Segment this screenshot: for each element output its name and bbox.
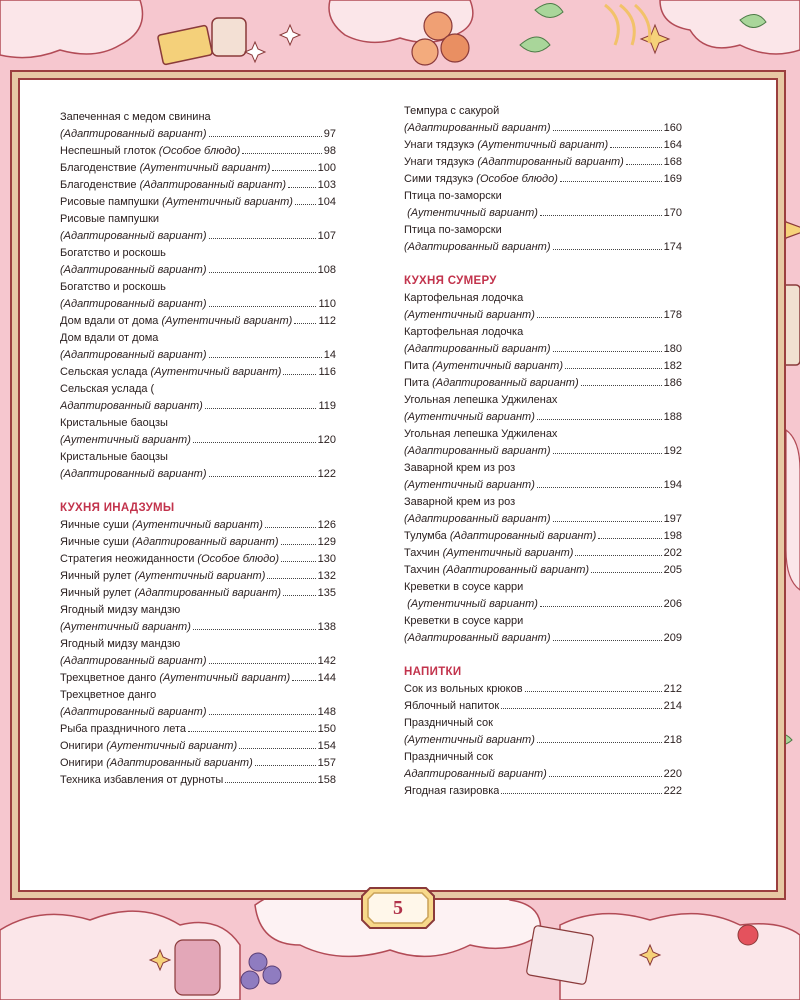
toc-entry	[404, 205, 682, 222]
toc-entry-title: Заварной крем из роз	[404, 462, 516, 474]
toc-entry	[60, 432, 336, 449]
dot-leader	[553, 640, 662, 641]
toc-page-number: 197	[663, 513, 682, 525]
toc-page-number: 100	[317, 162, 336, 174]
toc-entry	[404, 732, 682, 749]
toc-entry-variant: (Адаптированный вариант)	[404, 445, 551, 457]
toc-entry	[60, 126, 336, 143]
toc-page-number: 14	[323, 349, 336, 361]
dot-leader	[209, 714, 316, 715]
star-decoration	[641, 25, 669, 53]
toc-page-number: 174	[663, 241, 682, 253]
leaf-decoration	[520, 37, 550, 52]
toc-entry	[404, 596, 682, 613]
leaf-decoration	[535, 3, 563, 17]
dot-leader	[537, 742, 662, 743]
toc-page-number: 168	[663, 156, 682, 168]
dot-leader	[281, 544, 316, 545]
toc-entry-variant: (Аутентичный вариант)	[106, 740, 238, 752]
fruit-decoration	[441, 34, 469, 62]
dot-leader	[560, 181, 662, 182]
toc-entry-title: Ягодный мидзу мандзю	[60, 604, 181, 616]
toc-page-number: 98	[323, 145, 336, 157]
toc-entry-variant: (Аутентичный вариант)	[432, 360, 563, 372]
toc-page-number: 182	[663, 360, 682, 372]
toc-entry-variant: (Аутентичный вариант)	[404, 734, 535, 746]
toc-page-number: 144	[317, 672, 336, 684]
toc-entry-variant: (Особое блюдо)	[197, 553, 280, 565]
cloud-decoration	[560, 914, 800, 1000]
toc-entry	[60, 143, 336, 160]
toc-entry-variant: (Адаптированный вариант)	[449, 530, 597, 542]
dot-leader	[209, 238, 316, 239]
dot-leader	[537, 487, 662, 488]
toc-entry-title: Сельская услада (	[60, 383, 155, 395]
toc-page-number: 202	[663, 547, 682, 559]
toc-page-number: 110	[318, 298, 336, 310]
dot-leader	[188, 731, 316, 732]
toc-entry	[60, 755, 336, 772]
toc-page-number: 170	[663, 207, 682, 219]
dot-leader	[193, 442, 316, 443]
toc-entry	[404, 239, 682, 256]
toc-entry-variant: (Аутентичный вариант)	[60, 434, 191, 446]
star-decoration	[280, 25, 300, 45]
toc-entry-text: Тахчин	[404, 547, 443, 559]
toc-page-number: 112	[318, 315, 336, 327]
toc-entry-variant: (Адаптированный вариант)	[432, 377, 579, 389]
dot-leader	[553, 130, 662, 131]
dot-leader	[281, 561, 316, 562]
toc-entry-text: Яблочный напиток	[404, 700, 500, 712]
dot-leader	[553, 453, 662, 454]
toc-entry	[60, 568, 336, 585]
toc-entry	[60, 262, 336, 279]
dot-leader	[267, 578, 315, 579]
toc-entry-variant: (Адаптированный вариант)	[60, 468, 207, 480]
dot-leader	[598, 538, 661, 539]
toc-entry-text: Пита	[404, 360, 433, 372]
toc-left-column	[60, 109, 336, 789]
toc-entry	[404, 545, 682, 562]
toc-entry-text: Трехцветное данго	[60, 672, 160, 684]
toc-entry-title: Богатство и роскошь	[60, 247, 166, 259]
dot-leader	[272, 170, 315, 171]
dot-leader	[193, 629, 316, 630]
toc-entry-title: Креветки в соусе карри	[404, 615, 524, 627]
toc-page-number: 104	[317, 196, 336, 208]
toc-entry-text: Унаги тядзукэ	[404, 139, 478, 151]
jar-decoration	[175, 940, 220, 995]
toc-page-number: 186	[663, 377, 682, 389]
toc-entry-variant: (Особое блюдо)	[476, 173, 558, 185]
toc-entry	[404, 562, 682, 579]
toc-entry	[60, 194, 336, 211]
dot-leader	[225, 782, 315, 783]
toc-page-number: 138	[317, 621, 336, 633]
toc-page-number: 205	[663, 564, 682, 576]
toc-entry-variant: (Аутентичный вариант)	[60, 621, 191, 633]
section-heading: КУХНЯ ИНАДЗУМЫ	[60, 502, 175, 514]
grape-decoration	[249, 953, 267, 971]
section-heading: НАПИТКИ	[404, 666, 462, 678]
toc-entry-variant: (Аутентичный вариант)	[442, 547, 574, 559]
toc-page-number: 198	[663, 530, 682, 542]
toc-entry	[60, 721, 336, 738]
toc-page-number: 218	[663, 734, 682, 746]
toc-entry	[60, 772, 336, 789]
toc-entry-text: Онигири	[60, 757, 107, 769]
toc-entry-variant: (Адаптированный вариант)	[477, 156, 624, 168]
toc-page-number: 108	[317, 264, 336, 276]
toc-entry	[60, 738, 336, 755]
dot-leader	[537, 419, 662, 420]
fruit-decoration	[412, 39, 438, 65]
toc-entry-text: Тахчин	[404, 564, 443, 576]
toc-entry-variant: (Адаптированный вариант)	[139, 179, 287, 191]
dot-leader	[242, 153, 321, 154]
dot-leader	[525, 691, 662, 692]
toc-entry-variant: Адаптированный вариант)	[60, 400, 203, 412]
dot-leader	[537, 317, 662, 318]
toc-page-number: 178	[663, 309, 682, 321]
page-number-badge	[356, 880, 440, 936]
dot-leader	[610, 147, 661, 148]
dot-leader	[591, 572, 662, 573]
toc-page-number: 212	[663, 683, 682, 695]
toc-entry-text: Стратегия неожиданности	[60, 553, 198, 565]
toc-entry-title: Рисовые пампушки	[60, 213, 160, 225]
dot-leader	[288, 187, 316, 188]
page-number: 5	[393, 896, 403, 919]
toc-entry-variant: (Аутентичный вариант)	[132, 519, 263, 531]
toc-page-number: 126	[317, 519, 336, 531]
toc-entry	[60, 653, 336, 670]
toc-page-number: 154	[317, 740, 336, 752]
toc-page-number: 169	[663, 173, 682, 185]
toc-entry-text: Дом вдали от дома	[60, 315, 162, 327]
toc-page-number: 214	[663, 700, 682, 712]
toc-entry-text: Рисовые пампушки	[60, 196, 163, 208]
toc-page-number: 135	[317, 587, 336, 599]
toc-entry-title: Картофельная лодочка	[404, 326, 524, 338]
dot-leader	[209, 357, 322, 358]
toc-entry-variant: (Адаптированный вариант)	[442, 564, 590, 576]
dot-leader	[540, 606, 662, 607]
toc-entry	[60, 466, 336, 483]
toc-page-number: 164	[663, 139, 682, 151]
cloud-decoration	[660, 0, 800, 54]
toc-page-number: 116	[318, 366, 336, 378]
toc-entry	[60, 585, 336, 602]
toc-entry	[404, 341, 682, 358]
toc-entry-variant: (Адаптированный вариант)	[60, 230, 207, 242]
grape-decoration	[263, 966, 281, 984]
star-decoration	[245, 42, 265, 62]
cloud-decoration	[0, 0, 143, 58]
toc-entry-text: Онигири	[60, 740, 107, 752]
toc-entry	[60, 704, 336, 721]
toc-entry	[404, 358, 682, 375]
toc-entry-variant: (Адаптированный вариант)	[404, 122, 551, 134]
toc-page-number: 158	[317, 774, 336, 786]
dot-leader	[581, 385, 662, 386]
dot-leader	[295, 204, 316, 205]
toc-entry-variant: (Аутентичный вариант)	[407, 207, 538, 219]
dot-leader	[553, 351, 662, 352]
dot-leader	[239, 748, 316, 749]
toc-entry-text: Сок из вольных крюков	[404, 683, 523, 695]
toc-entry-variant: (Аутентичный вариант)	[161, 315, 293, 327]
toc-entry-title: Заварной крем из роз	[404, 496, 516, 508]
toc-entry	[404, 681, 682, 698]
toc-entry-text: Сими тядзукэ	[404, 173, 477, 185]
toc-entry-title: Праздничный сок	[404, 717, 493, 729]
toc-entry	[60, 619, 336, 636]
dot-leader	[265, 527, 316, 528]
toc-entry-text: Яичный рулет	[60, 570, 135, 582]
toc-page-number: 188	[663, 411, 682, 423]
toc-entry-variant: Адаптированный вариант)	[404, 768, 547, 780]
toc-entry-variant: (Аутентичный вариант)	[139, 162, 271, 174]
toc-entry-title: Креветки в соусе карри	[404, 581, 524, 593]
dot-leader	[209, 136, 322, 137]
dot-leader	[205, 408, 317, 409]
toc-entry-text: Рыба праздничного лета	[60, 723, 187, 735]
toc-entry-title: Богатство и роскошь	[60, 281, 166, 293]
dot-leader	[540, 215, 662, 216]
toc-entry-title: Картофельная лодочка	[404, 292, 524, 304]
book-decoration	[157, 25, 212, 65]
toc-page-number: 192	[663, 445, 682, 457]
toc-right-column	[404, 103, 682, 800]
toc-entry	[404, 375, 682, 392]
toc-entry	[404, 783, 682, 800]
toc-entry	[60, 517, 336, 534]
toc-entry-text: Яичные суши	[60, 519, 132, 531]
toc-page-number: 220	[663, 768, 682, 780]
toc-entry	[404, 137, 682, 154]
dot-leader	[565, 368, 662, 369]
toc-entry	[60, 296, 336, 313]
toc-entry-variant: (Особое блюдо)	[158, 145, 241, 157]
dot-leader	[294, 323, 316, 324]
toc-entry	[404, 511, 682, 528]
dot-leader	[549, 776, 662, 777]
toc-entry-text: Унаги тядзукэ	[404, 156, 478, 168]
toc-page-number: 119	[318, 400, 336, 412]
toc-entry-variant: (Адаптированный вариант)	[60, 349, 207, 361]
toc-entry	[60, 347, 336, 364]
toc-entry-text: Тулумба	[404, 530, 450, 542]
dot-leader	[209, 476, 316, 477]
toc-page-number: 180	[663, 343, 682, 355]
toc-page-number: 160	[663, 122, 682, 134]
toc-entry-variant: (Аутентичный вариант)	[150, 366, 282, 378]
toc-entry	[404, 766, 682, 783]
toc-page-number: 148	[317, 706, 336, 718]
toc-entry	[60, 398, 336, 415]
toc-page-number: 97	[323, 128, 336, 140]
dot-leader	[209, 663, 316, 664]
dot-leader	[292, 680, 315, 681]
toc-page-number: 130	[317, 553, 336, 565]
dot-leader	[283, 374, 316, 375]
toc-entry-variant: (Адаптированный вариант)	[404, 241, 551, 253]
toc-page-number: 107	[317, 230, 336, 242]
toc-entry-variant: (Аутентичный вариант)	[407, 598, 538, 610]
toc-entry	[404, 698, 682, 715]
toc-entry-variant: (Адаптированный вариант)	[132, 536, 279, 548]
toc-entry-variant: (Адаптированный вариант)	[404, 513, 551, 525]
toc-entry-title: Запеченная с медом свинина	[60, 111, 211, 123]
toc-entry	[60, 177, 336, 194]
toc-entry	[404, 630, 682, 647]
toc-page-number: 157	[317, 757, 336, 769]
toc-entry	[404, 528, 682, 545]
dot-leader	[209, 272, 316, 273]
toc-page-number: 129	[317, 536, 336, 548]
toc-entry-text: Техника избавления от дурноты	[60, 774, 224, 786]
toc-entry-title: Праздничный сок	[404, 751, 493, 763]
toc-entry-variant: (Адаптированный вариант)	[60, 264, 207, 276]
toc-entry	[60, 534, 336, 551]
toc-page-number: 206	[663, 598, 682, 610]
toc-entry-variant: (Адаптированный вариант)	[404, 343, 551, 355]
toc-entry	[60, 160, 336, 177]
toc-entry-text: Пита	[404, 377, 433, 389]
toc-page-number: 103	[317, 179, 336, 191]
toc-entry-title: Кристальные баоцзы	[60, 417, 168, 429]
toc-page-number: 150	[317, 723, 336, 735]
grape-decoration	[241, 971, 259, 989]
box-decoration	[526, 925, 594, 985]
toc-entry	[60, 670, 336, 687]
jar-decoration	[212, 18, 246, 56]
toc-entry-text: Яичные суши	[60, 536, 132, 548]
toc-entry	[404, 154, 682, 171]
toc-entry-variant: (Аутентичный вариант)	[134, 570, 266, 582]
toc-page-number: 142	[317, 655, 336, 667]
toc-entry-title: Угольная лепешка Уджиленах	[404, 428, 558, 440]
toc-entry	[60, 364, 336, 381]
toc-page-number: 122	[317, 468, 336, 480]
toc-entry-variant: (Аутентичный вариант)	[477, 139, 609, 151]
cloud-decoration	[786, 430, 800, 590]
toc-entry-variant: (Аутентичный вариант)	[404, 309, 535, 321]
toc-entry-text: Сельская услада	[60, 366, 151, 378]
toc-entry-title: Ягодный мидзу мандзю	[60, 638, 181, 650]
toc-entry	[404, 120, 682, 137]
toc-entry-text: Неспешный глоток	[60, 145, 159, 157]
toc-entry-variant: (Адаптированный вариант)	[106, 757, 253, 769]
dot-leader	[575, 555, 661, 556]
toc-entry	[404, 307, 682, 324]
toc-entry	[60, 228, 336, 245]
toc-page-number: 194	[663, 479, 682, 491]
section-heading: КУХНЯ СУМЕРУ	[404, 275, 497, 287]
toc-entry-variant: (Аутентичный вариант)	[162, 196, 293, 208]
toc-entry-title: Трехцветное данго	[60, 689, 157, 701]
dot-leader	[553, 521, 662, 522]
toc-page-number: 132	[317, 570, 336, 582]
toc-entry-variant: (Адаптированный вариант)	[60, 655, 207, 667]
toc-entry-title: Угольная лепешка Уджиленах	[404, 394, 558, 406]
toc-entry-title: Птица по-заморски	[404, 190, 502, 202]
dot-leader	[626, 164, 662, 165]
toc-entry	[404, 443, 682, 460]
toc-entry-variant: (Аутентичный вариант)	[404, 411, 535, 423]
strawberry-decoration	[738, 925, 758, 945]
toc-entry-variant: (Аутентичный вариант)	[159, 672, 291, 684]
toc-entry-variant: (Аутентичный вариант)	[404, 479, 535, 491]
toc-entry-variant: (Адаптированный вариант)	[60, 706, 207, 718]
toc-entry	[60, 313, 336, 330]
dot-leader	[501, 793, 661, 794]
toc-entry-text: Ягодная газировка	[404, 785, 500, 797]
toc-entry-variant: (Адаптированный вариант)	[134, 587, 282, 599]
toc-entry-variant: (Адаптированный вариант)	[404, 632, 551, 644]
toc-page-number: 209	[663, 632, 682, 644]
dot-leader	[283, 595, 316, 596]
toc-entry	[60, 551, 336, 568]
toc-entry-title: Кристальные баоцзы	[60, 451, 168, 463]
toc-entry-variant: (Адаптированный вариант)	[60, 128, 207, 140]
toc-entry-text: Благоденствие	[60, 179, 140, 191]
toc-entry	[404, 477, 682, 494]
dot-leader	[209, 306, 317, 307]
toc-entry-title: Темпура с сакурой	[404, 105, 500, 117]
toc-entry-title: Птица по-заморски	[404, 224, 502, 236]
dot-leader	[501, 708, 661, 709]
toc-entry-text: Благоденствие	[60, 162, 140, 174]
toc-entry-variant: (Адаптированный вариант)	[60, 298, 207, 310]
toc-entry	[404, 409, 682, 426]
dot-leader	[553, 249, 662, 250]
dot-leader	[255, 765, 316, 766]
toc-entry	[404, 171, 682, 188]
toc-entry-text: Яичный рулет	[60, 587, 135, 599]
toc-page-number: 222	[663, 785, 682, 797]
toc-entry-title: Дом вдали от дома	[60, 332, 159, 344]
toc-page-number: 120	[317, 434, 336, 446]
